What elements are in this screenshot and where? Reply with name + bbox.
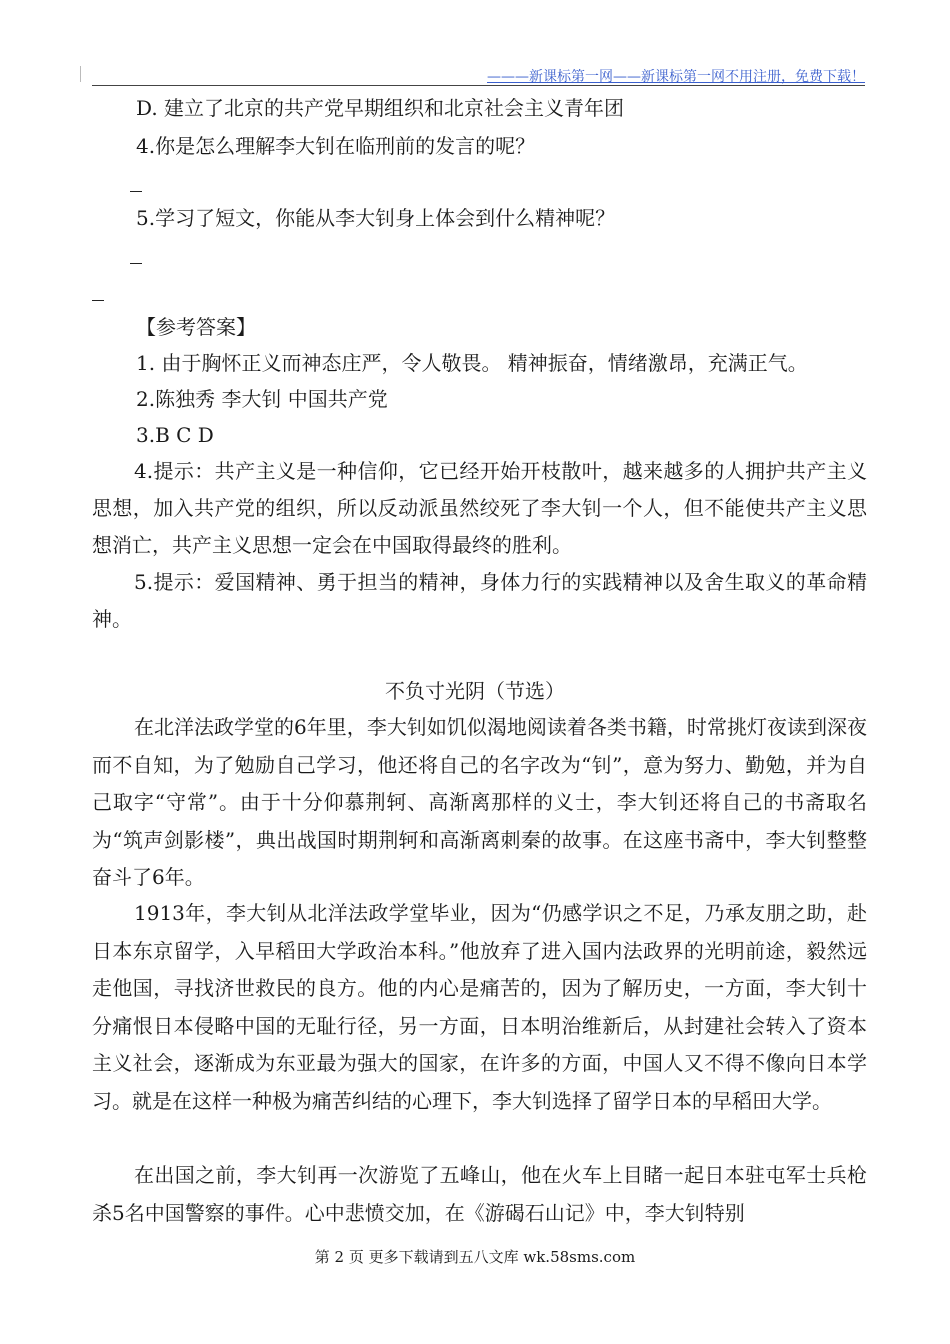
- answer-1: 1. 由于胸怀正义而神态庄严，令人敬畏。 精神振奋，情绪激昂，充满正气。: [136, 351, 808, 375]
- answer-blank-4: [130, 191, 142, 192]
- article-paragraph-2: 1913年，李大钊从北洋法政学堂毕业，因为“仍感学识之不足，乃承友朋之助，赴日本东京留学，入早稻田大学政治本科。”他放弃了进入国内法政界的光明前途，毅然远走他国，寻找济世救民的良方。他的内心是痛苦的，因为了解历史，一方面，李大钊十分痛恨日本侵略中国的无耻行径，另一方面，日本明治维新后，从封建社会转入了资本主义社会，逐渐成为东亚最为强大的国家，在许多的方面，中国人又不得不像向日本学习。就是在这样一种极为痛苦纠结的心理下，李大钊选择了留学日本的早稻田大学。: [92, 901, 867, 1113]
- answer-blank-5a: [130, 263, 142, 264]
- answer-4: 4.提示：共产主义是一种信仰，它已经开始开枝散叶，越来越多的人拥护共产主义思想，加入共产党的组织，所以反动派虽然绞死了李大钊一个人，但不能使共产主义思想消亡，共产主义思想一定会在中国取得最终的胜利。: [92, 459, 867, 558]
- article-paragraph-3: 在出国之前，李大钊再一次游览了五峰山，他在火车上目睹一起日本驻屯军士兵枪杀5名中国警察的事件。心中悲愤交加，在《游碣石山记》中，李大钊特别: [92, 1163, 867, 1225]
- header-site-link[interactable]: ———新课标第一网——新课标第一网不用注册，免费下载！: [487, 69, 865, 85]
- answer-blank-5b: [92, 300, 104, 301]
- question-4: 4.你是怎么理解李大钊在临刑前的发言的呢？: [136, 134, 536, 158]
- article-title: 不负寸光阴（节选）: [385, 679, 565, 703]
- header-margin-mark: [80, 66, 81, 82]
- option-d: D. 建立了北京的共产党早期组织和北京社会主义青年团: [136, 96, 625, 120]
- answer-3: 3.B C D: [136, 423, 214, 447]
- article-paragraph-1: 在北洋法政学堂的6年里，李大钊如饥似渴地阅读着各类书籍，时常挑灯夜读到深夜而不自知，为了勉励自己学习，他还将自己的名字改为“钊”，意为努力、勤勉，并为自己取字“守常”。由于十分仰慕荆轲、高渐离那样的义士，李大钊还将自己的书斋取名为“筑声剑影楼”，典出战国时期荆轲和高渐离刺秦的故事。在这座书斋中，李大钊整整奋斗了6年。: [92, 715, 867, 889]
- page-footer: 第 2 页 更多下载请到五八文库 wk.58sms.com: [314, 1248, 636, 1266]
- question-5: 5.学习了短文，你能从李大钊身上体会到什么精神呢？: [136, 206, 616, 230]
- answer-5: 5.提示：爱国精神、勇于担当的精神，身体力行的实践精神以及舍生取义的革命精神。: [92, 570, 867, 632]
- header-rule: [92, 85, 865, 86]
- answers-heading: 【参考答案】: [136, 315, 256, 339]
- answer-2: 2.陈独秀 李大钊 中国共产党: [136, 387, 388, 411]
